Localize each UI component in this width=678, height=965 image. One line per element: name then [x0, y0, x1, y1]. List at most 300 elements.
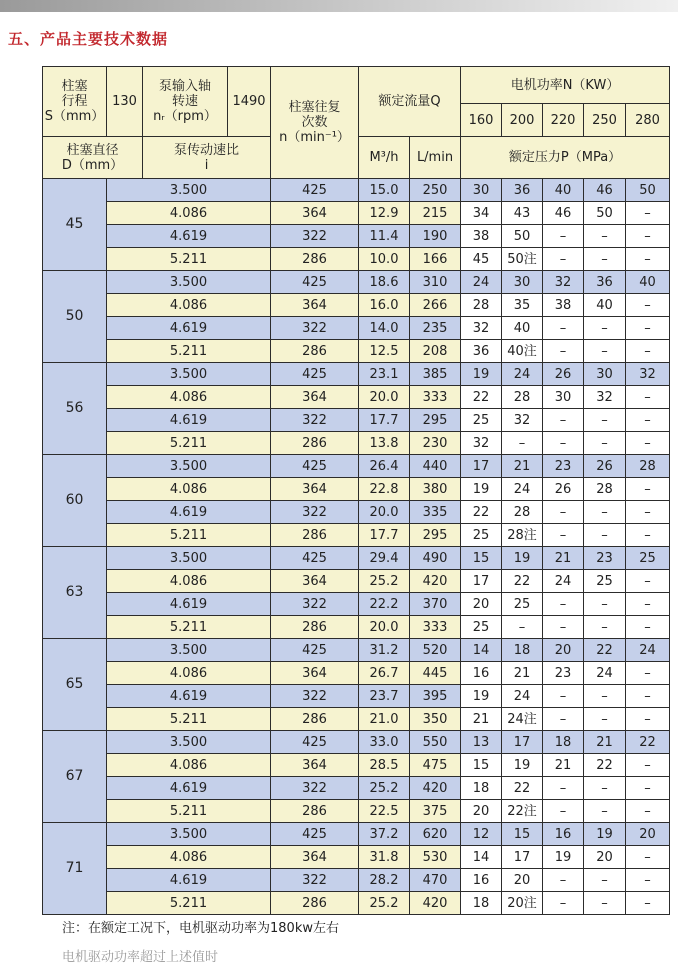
pressure-cell: 40 — [626, 271, 670, 294]
pressure-cell: 26 — [543, 478, 584, 501]
pressure-cell: 40注 — [502, 340, 543, 363]
flow-lmin-cell: 440 — [410, 455, 461, 478]
pressure-cell: 36 — [461, 340, 502, 363]
pressure-cell: 21 — [502, 662, 543, 685]
pressure-cell: 24 — [626, 639, 670, 662]
pressure-cell: 32 — [584, 386, 626, 409]
ratio-cell: 4.619 — [107, 869, 271, 892]
flow-lmin-cell: 333 — [410, 386, 461, 409]
flow-lmin-cell: 395 — [410, 685, 461, 708]
flow-lmin-cell: 550 — [410, 731, 461, 754]
pressure-cell: 22 — [502, 777, 543, 800]
pressure-label: 额定压力P（MPa） — [461, 137, 670, 179]
pressure-cell: 15 — [461, 547, 502, 570]
pressure-cell: – — [543, 340, 584, 363]
pressure-cell: 20 — [461, 800, 502, 823]
recip-cell: 322 — [271, 593, 359, 616]
flow-label: 额定流量Q — [359, 67, 461, 137]
pressure-cell: – — [584, 869, 626, 892]
ratio-cell: 4.086 — [107, 294, 271, 317]
ratio-cell: 3.500 — [107, 823, 271, 846]
speed-label: 泵输入轴 转速 nᵣ（rpm） — [143, 67, 228, 137]
pressure-cell: 36 — [584, 271, 626, 294]
pressure-cell: – — [626, 225, 670, 248]
table-row — [43, 639, 670, 662]
pressure-cell: 20 — [502, 869, 543, 892]
pressure-cell: – — [626, 777, 670, 800]
pressure-cell: 21 — [543, 547, 584, 570]
pressure-cell: – — [543, 800, 584, 823]
diameter-cell: 71 — [43, 823, 107, 915]
pressure-cell: 26 — [543, 363, 584, 386]
pressure-cell: 20注 — [502, 892, 543, 915]
pressure-cell: 24 — [461, 271, 502, 294]
pressure-cell: – — [626, 754, 670, 777]
flow-lmin-cell: 250 — [410, 179, 461, 202]
flow-m3h-cell: 18.6 — [359, 271, 410, 294]
pressure-cell: – — [584, 225, 626, 248]
pressure-cell: – — [543, 777, 584, 800]
pressure-cell: 32 — [626, 363, 670, 386]
table-row — [43, 409, 670, 432]
power-200: 200 — [502, 104, 543, 137]
pressure-cell: – — [584, 248, 626, 271]
flow-lmin-cell: 380 — [410, 478, 461, 501]
power-label: 电机功率N（KW） — [461, 67, 670, 104]
pressure-cell: – — [626, 294, 670, 317]
pressure-cell: 22 — [584, 754, 626, 777]
flow-m3h-cell: 16.0 — [359, 294, 410, 317]
pressure-cell: 25 — [502, 593, 543, 616]
recip-cell: 364 — [271, 386, 359, 409]
pressure-cell: – — [626, 478, 670, 501]
flow-lmin-cell: 230 — [410, 432, 461, 455]
ratio-cell: 5.211 — [107, 248, 271, 271]
recip-cell: 322 — [271, 685, 359, 708]
power-280: 280 — [626, 104, 670, 137]
pressure-cell: 19 — [461, 685, 502, 708]
pressure-cell: – — [626, 869, 670, 892]
pressure-cell: – — [626, 501, 670, 524]
pressure-cell: 23 — [584, 547, 626, 570]
pressure-cell: 40 — [502, 317, 543, 340]
flow-lmin-cell: 335 — [410, 501, 461, 524]
table-row — [43, 524, 670, 547]
flow-m3h-cell: 20.0 — [359, 501, 410, 524]
recip-cell: 322 — [271, 501, 359, 524]
ratio-cell: 3.500 — [107, 455, 271, 478]
table-row — [43, 777, 670, 800]
pressure-cell: 40 — [543, 179, 584, 202]
recip-cell: 286 — [271, 524, 359, 547]
flow-m3h-cell: 31.8 — [359, 846, 410, 869]
pressure-cell: 20 — [543, 639, 584, 662]
recip-cell: 425 — [271, 363, 359, 386]
ratio-cell: 4.086 — [107, 386, 271, 409]
pressure-cell: – — [584, 777, 626, 800]
pressure-cell: 43 — [502, 202, 543, 225]
flow-m3h-cell: 20.0 — [359, 616, 410, 639]
pressure-cell: 24 — [502, 363, 543, 386]
flow-m3h-cell: 25.2 — [359, 570, 410, 593]
flow-m3h-cell: 23.1 — [359, 363, 410, 386]
pressure-cell: 17 — [461, 570, 502, 593]
pressure-cell: – — [584, 593, 626, 616]
flow-lmin-cell: 420 — [410, 570, 461, 593]
pressure-cell: 50 — [502, 225, 543, 248]
pressure-cell: 15 — [502, 823, 543, 846]
section-title: 五、产品主要技术数据 — [8, 30, 169, 48]
recip-cell: 364 — [271, 478, 359, 501]
ratio-cell: 4.619 — [107, 225, 271, 248]
pressure-cell: 17 — [502, 846, 543, 869]
pressure-cell: – — [543, 685, 584, 708]
table-row — [43, 271, 670, 294]
pressure-cell: 28 — [461, 294, 502, 317]
pressure-cell: 38 — [543, 294, 584, 317]
flow-lmin-cell: 215 — [410, 202, 461, 225]
pressure-cell: 38 — [461, 225, 502, 248]
ratio-cell: 4.086 — [107, 202, 271, 225]
recip-cell: 286 — [271, 892, 359, 915]
ratio-cell: 5.211 — [107, 708, 271, 731]
ratio-cell: 4.086 — [107, 846, 271, 869]
table-row — [43, 800, 670, 823]
pressure-cell: 21 — [543, 754, 584, 777]
pressure-cell: – — [502, 616, 543, 639]
flow-lmin-cell: 235 — [410, 317, 461, 340]
flow-lmin-cell: 370 — [410, 593, 461, 616]
recip-cell: 364 — [271, 202, 359, 225]
table-row — [43, 386, 670, 409]
ratio-cell: 5.211 — [107, 524, 271, 547]
pressure-cell: 46 — [543, 202, 584, 225]
pressure-cell: 25 — [461, 409, 502, 432]
pressure-cell: – — [584, 501, 626, 524]
recip-cell: 286 — [271, 800, 359, 823]
pressure-cell: 25 — [461, 616, 502, 639]
flow-lmin-cell: 266 — [410, 294, 461, 317]
table-row — [43, 823, 670, 846]
pressure-cell: 26 — [584, 455, 626, 478]
pressure-cell: – — [626, 524, 670, 547]
flow-unit-m3h: M³/h — [359, 137, 410, 179]
pressure-cell: – — [543, 317, 584, 340]
flow-lmin-cell: 530 — [410, 846, 461, 869]
pressure-cell: – — [626, 386, 670, 409]
pressure-cell: – — [626, 432, 670, 455]
pressure-cell: – — [502, 432, 543, 455]
pressure-cell: 32 — [461, 432, 502, 455]
recip-cell: 322 — [271, 225, 359, 248]
diameter-cell: 67 — [43, 731, 107, 823]
table-row — [43, 685, 670, 708]
ratio-cell: 3.500 — [107, 179, 271, 202]
pressure-cell: 22 — [584, 639, 626, 662]
pressure-cell: 18 — [543, 731, 584, 754]
diameter-label: 柱塞直径 D（mm） — [43, 137, 143, 179]
pressure-cell: 24 — [502, 685, 543, 708]
flow-lmin-cell: 420 — [410, 777, 461, 800]
table-row — [43, 708, 670, 731]
pressure-cell: 20 — [584, 846, 626, 869]
ratio-cell: 5.211 — [107, 340, 271, 363]
ratio-cell: 4.619 — [107, 501, 271, 524]
recip-cell: 425 — [271, 179, 359, 202]
recip-cell: 364 — [271, 294, 359, 317]
pressure-cell: 28 — [584, 478, 626, 501]
pressure-cell: – — [584, 524, 626, 547]
pressure-cell: 22 — [461, 386, 502, 409]
flow-m3h-cell: 28.2 — [359, 869, 410, 892]
flow-m3h-cell: 12.9 — [359, 202, 410, 225]
recip-cell: 286 — [271, 432, 359, 455]
top-gradient-bar — [0, 0, 678, 12]
table-row — [43, 248, 670, 271]
pressure-cell: – — [543, 501, 584, 524]
pressure-cell: – — [584, 800, 626, 823]
flow-lmin-cell: 490 — [410, 547, 461, 570]
pressure-cell: – — [584, 340, 626, 363]
flow-lmin-cell: 295 — [410, 524, 461, 547]
pressure-cell: 50 — [626, 179, 670, 202]
recip-cell: 322 — [271, 869, 359, 892]
ratio-cell: 4.619 — [107, 317, 271, 340]
flow-m3h-cell: 25.2 — [359, 892, 410, 915]
flow-m3h-cell: 17.7 — [359, 409, 410, 432]
pressure-cell: 23 — [543, 455, 584, 478]
pressure-cell: 28 — [502, 386, 543, 409]
pressure-cell: – — [543, 524, 584, 547]
pressure-cell: 19 — [461, 478, 502, 501]
table-row — [43, 547, 670, 570]
power-220: 220 — [543, 104, 584, 137]
flow-lmin-cell: 333 — [410, 616, 461, 639]
pressure-cell: 14 — [461, 846, 502, 869]
pressure-cell: – — [584, 685, 626, 708]
flow-lmin-cell: 166 — [410, 248, 461, 271]
pressure-cell: 16 — [543, 823, 584, 846]
table-row — [43, 869, 670, 892]
pressure-cell: – — [584, 708, 626, 731]
flow-lmin-cell: 375 — [410, 800, 461, 823]
flow-m3h-cell: 31.2 — [359, 639, 410, 662]
table-row — [43, 616, 670, 639]
pressure-cell: – — [543, 616, 584, 639]
table-row — [43, 340, 670, 363]
table-row — [43, 731, 670, 754]
flow-m3h-cell: 28.5 — [359, 754, 410, 777]
ratio-cell: 5.211 — [107, 616, 271, 639]
pressure-cell: – — [584, 616, 626, 639]
diameter-cell: 50 — [43, 271, 107, 363]
pressure-cell: 40 — [584, 294, 626, 317]
pressure-cell: 15 — [461, 754, 502, 777]
ratio-cell: 3.500 — [107, 639, 271, 662]
pressure-cell: 32 — [502, 409, 543, 432]
table-row — [43, 294, 670, 317]
table-row — [43, 179, 670, 202]
ratio-cell: 3.500 — [107, 547, 271, 570]
pressure-cell: 19 — [584, 823, 626, 846]
ratio-cell: 3.500 — [107, 363, 271, 386]
diameter-cell: 56 — [43, 363, 107, 455]
pressure-cell: – — [626, 248, 670, 271]
flow-m3h-cell: 13.8 — [359, 432, 410, 455]
pressure-cell: – — [543, 892, 584, 915]
table-row — [43, 846, 670, 869]
pressure-cell: 24注 — [502, 708, 543, 731]
pressure-cell: – — [626, 570, 670, 593]
recip-cell: 425 — [271, 547, 359, 570]
table-row — [43, 363, 670, 386]
diameter-cell: 63 — [43, 547, 107, 639]
ratio-cell: 4.086 — [107, 478, 271, 501]
pressure-cell: 21 — [461, 708, 502, 731]
recip-cell: 322 — [271, 317, 359, 340]
pressure-cell: 20 — [461, 593, 502, 616]
flow-m3h-cell: 23.7 — [359, 685, 410, 708]
pressure-cell: 21 — [502, 455, 543, 478]
footnote-cut-line: 电机驱动功率超过上述值时 — [62, 950, 219, 965]
pressure-cell: – — [584, 892, 626, 915]
pressure-cell: 23 — [543, 662, 584, 685]
recip-cell: 322 — [271, 777, 359, 800]
pressure-cell: 19 — [502, 754, 543, 777]
pressure-cell: – — [626, 340, 670, 363]
flow-m3h-cell: 17.7 — [359, 524, 410, 547]
flow-m3h-cell: 12.5 — [359, 340, 410, 363]
pressure-cell: – — [584, 317, 626, 340]
stroke-value: 130 — [107, 67, 143, 137]
recip-cell: 364 — [271, 846, 359, 869]
pressure-cell: 50 — [584, 202, 626, 225]
flow-lmin-cell: 475 — [410, 754, 461, 777]
ratio-cell: 3.500 — [107, 271, 271, 294]
ratio-cell: 4.619 — [107, 685, 271, 708]
ratio-label: 泵传动速比 i — [143, 137, 271, 179]
pressure-cell: – — [584, 432, 626, 455]
pressure-cell: 19 — [502, 547, 543, 570]
recip-cell: 286 — [271, 616, 359, 639]
pressure-cell: – — [543, 708, 584, 731]
recip-cell: 425 — [271, 731, 359, 754]
ratio-cell: 4.086 — [107, 754, 271, 777]
flow-m3h-cell: 22.2 — [359, 593, 410, 616]
pressure-cell: 13 — [461, 731, 502, 754]
diameter-cell: 60 — [43, 455, 107, 547]
pressure-cell: – — [543, 225, 584, 248]
power-250: 250 — [584, 104, 626, 137]
speed-value: 1490 — [228, 67, 271, 137]
recip-cell: 425 — [271, 455, 359, 478]
tech-data-table — [42, 66, 670, 915]
pressure-cell: 21 — [584, 731, 626, 754]
pressure-cell: 36 — [502, 179, 543, 202]
ratio-cell: 4.619 — [107, 409, 271, 432]
pressure-cell: 16 — [461, 869, 502, 892]
table-row — [43, 570, 670, 593]
flow-m3h-cell: 25.2 — [359, 777, 410, 800]
pressure-cell: 20 — [626, 823, 670, 846]
flow-lmin-cell: 385 — [410, 363, 461, 386]
flow-lmin-cell: 445 — [410, 662, 461, 685]
pressure-cell: 19 — [543, 846, 584, 869]
pressure-cell: 30 — [584, 363, 626, 386]
pressure-cell: 16 — [461, 662, 502, 685]
pressure-cell: 25 — [626, 547, 670, 570]
table-row — [43, 478, 670, 501]
pressure-cell: 30 — [543, 386, 584, 409]
pressure-cell: – — [543, 409, 584, 432]
pressure-cell: 19 — [461, 363, 502, 386]
pressure-cell: – — [626, 593, 670, 616]
pressure-cell: – — [543, 432, 584, 455]
recip-cell: 322 — [271, 409, 359, 432]
flow-m3h-cell: 21.0 — [359, 708, 410, 731]
pressure-cell: – — [626, 202, 670, 225]
flow-lmin-cell: 350 — [410, 708, 461, 731]
recip-cell: 286 — [271, 708, 359, 731]
pressure-cell: 18 — [502, 639, 543, 662]
ratio-cell: 5.211 — [107, 800, 271, 823]
ratio-cell: 4.619 — [107, 777, 271, 800]
pressure-cell: 14 — [461, 639, 502, 662]
pressure-cell: 22 — [461, 501, 502, 524]
ratio-cell: 4.086 — [107, 570, 271, 593]
ratio-cell: 5.211 — [107, 432, 271, 455]
pressure-cell: 22注 — [502, 800, 543, 823]
pressure-cell: 30 — [502, 271, 543, 294]
flow-m3h-cell: 22.8 — [359, 478, 410, 501]
pressure-cell: 30 — [461, 179, 502, 202]
flow-m3h-cell: 29.4 — [359, 547, 410, 570]
recip-cell: 364 — [271, 662, 359, 685]
flow-m3h-cell: 22.5 — [359, 800, 410, 823]
pressure-cell: – — [626, 685, 670, 708]
pressure-cell: 24 — [543, 570, 584, 593]
pressure-cell: – — [543, 869, 584, 892]
pressure-cell: 18 — [461, 777, 502, 800]
table-row — [43, 754, 670, 777]
pressure-cell: – — [626, 800, 670, 823]
recip-cell: 425 — [271, 823, 359, 846]
pressure-cell: – — [543, 593, 584, 616]
pressure-cell: – — [626, 317, 670, 340]
flow-lmin-cell: 620 — [410, 823, 461, 846]
table-row — [43, 202, 670, 225]
pressure-cell: – — [626, 662, 670, 685]
flow-lmin-cell: 420 — [410, 892, 461, 915]
pressure-cell: 25 — [461, 524, 502, 547]
table-row — [43, 455, 670, 478]
flow-lmin-cell: 295 — [410, 409, 461, 432]
recip-label: 柱塞往复 次数 n（min⁻¹） — [271, 67, 359, 179]
table-row — [43, 593, 670, 616]
pressure-cell: 18 — [461, 892, 502, 915]
power-160: 160 — [461, 104, 502, 137]
pressure-cell: 22 — [626, 731, 670, 754]
flow-m3h-cell: 26.7 — [359, 662, 410, 685]
pressure-cell: – — [626, 409, 670, 432]
pressure-cell: – — [626, 846, 670, 869]
table-row — [43, 501, 670, 524]
diameter-cell: 45 — [43, 179, 107, 271]
stroke-label: 柱塞 行程 S（mm） — [43, 67, 107, 137]
table-row — [43, 662, 670, 685]
flow-m3h-cell: 33.0 — [359, 731, 410, 754]
recip-cell: 364 — [271, 754, 359, 777]
